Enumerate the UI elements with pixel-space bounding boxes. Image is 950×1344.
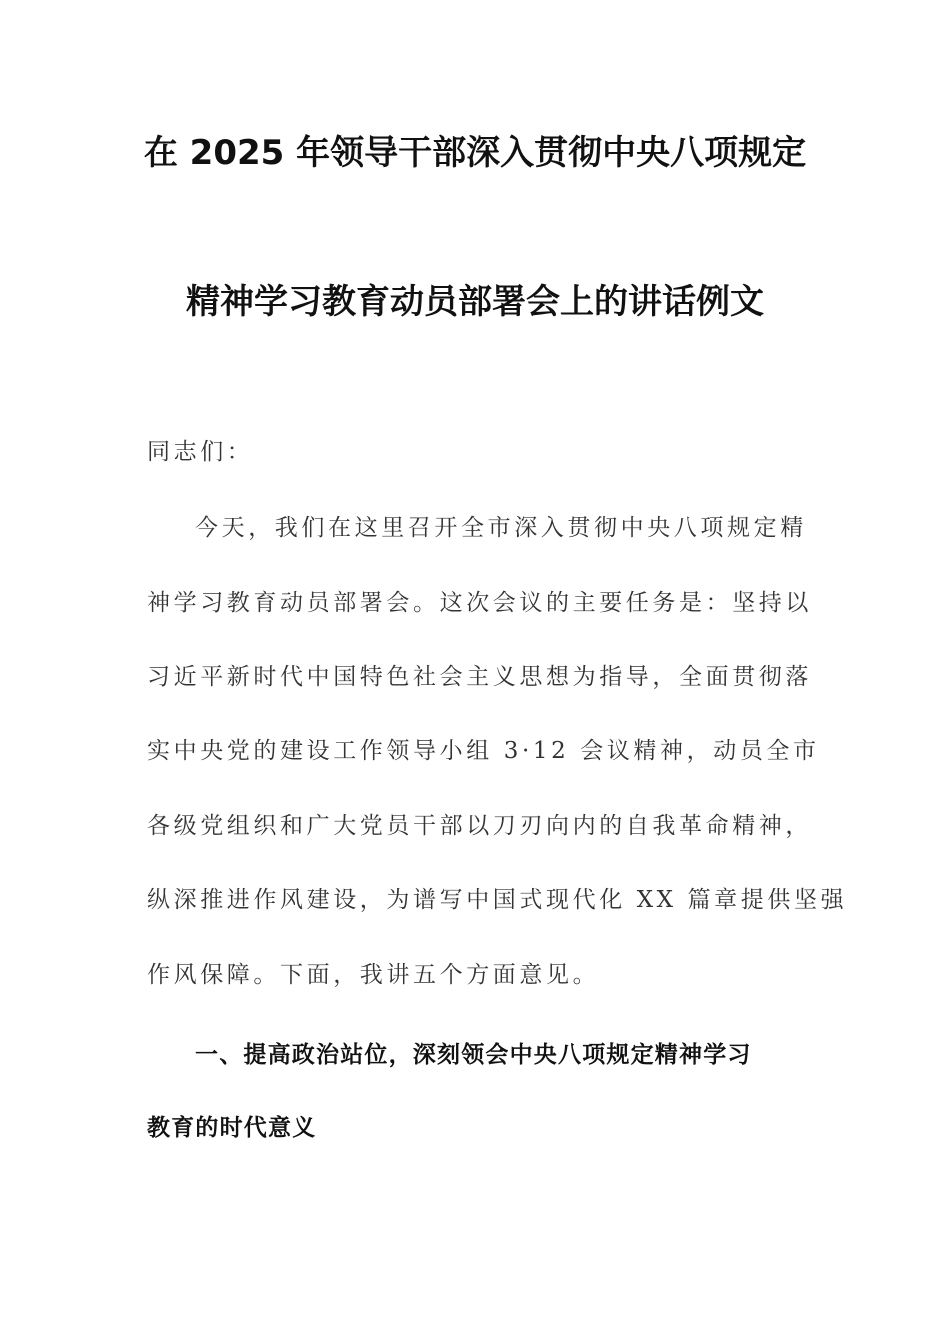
- paragraph-line: 今天，我们在这里召开全市深入贯彻中央八项规定精: [195, 515, 807, 541]
- paragraph-line: 神学习教育动员部署会。这次会议的主要任务是：坚持以: [147, 590, 812, 616]
- paragraph-line: 习近平新时代中国特色社会主义思想为指导，全面贯彻落: [147, 664, 812, 690]
- section-heading-line-1: 一、提高政治站位，深刻领会中央八项规定精神学习: [195, 1042, 752, 1068]
- document-title-line-2: 精神学习教育动员部署会上的讲话例文: [186, 282, 764, 322]
- salutation: 同志们：: [147, 439, 254, 465]
- paragraph-line: 实中央党的建设工作领导小组 3·12 会议精神，动员全市: [147, 738, 820, 764]
- paragraph-line: 各级党组织和广大党员干部以刀刃向内的自我革命精神，: [147, 813, 812, 839]
- paragraph-line: 作风保障。下面，我讲五个方面意见。: [147, 962, 600, 988]
- paragraph-line: 纵深推进作风建设，为谱写中国式现代化 XX 篇章提供坚强: [147, 887, 848, 913]
- document-title-line-1: 在 2025 年领导干部深入贯彻中央八项规定: [143, 133, 807, 173]
- section-heading-line-2: 教育的时代意义: [147, 1115, 317, 1141]
